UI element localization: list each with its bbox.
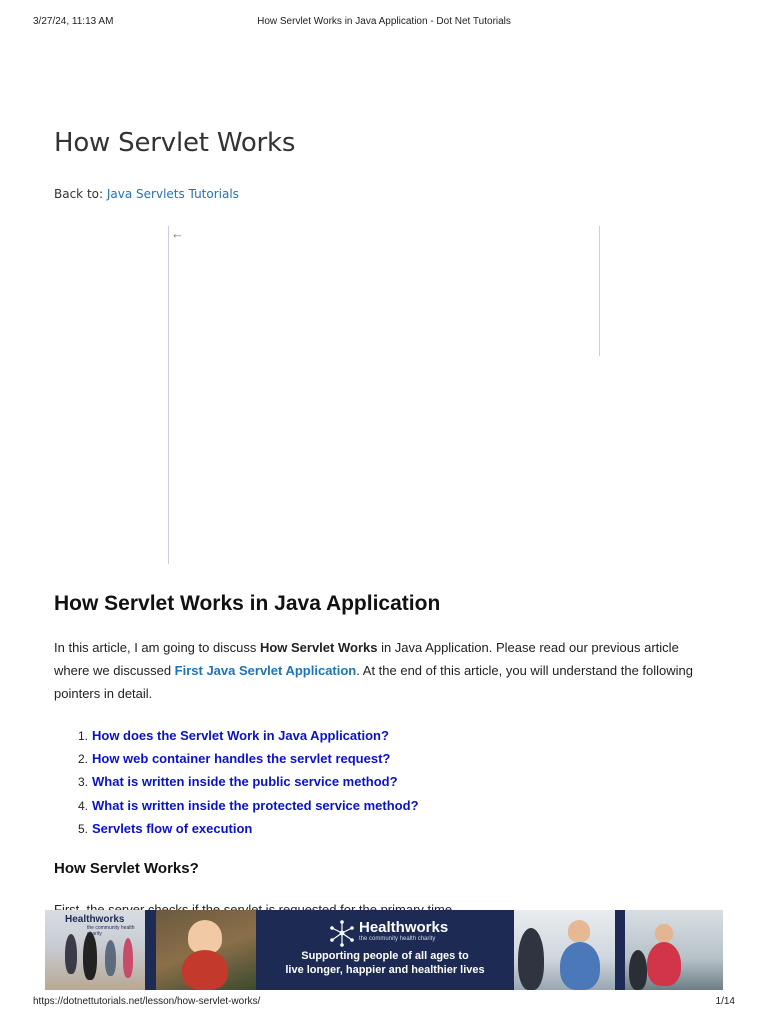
section-heading: How Servlet Works?	[54, 860, 199, 877]
back-prefix: Back to:	[54, 187, 104, 201]
back-link[interactable]: Java Servlets Tutorials	[106, 187, 239, 201]
print-doc-title: How Servlet Works in Java Application - Dot Net Tutorials	[257, 16, 511, 27]
list-number: 1.	[78, 729, 89, 743]
print-footer	[33, 996, 735, 1010]
intro-bold: How Servlet Works	[259, 640, 378, 655]
list-item	[78, 770, 419, 793]
ad-photo-fitness-class	[45, 910, 145, 990]
print-page-number: 1/14	[715, 996, 735, 1007]
ad-tagline: the community health charity	[359, 936, 436, 942]
pointer-link[interactable]: How web container handles the servlet request?	[92, 751, 391, 767]
ad-message-panel	[256, 910, 514, 990]
print-url: https://dotnettutorials.net/lesson/how-servlet-works/	[33, 996, 261, 1007]
ad-brand-name: Healthworks	[359, 919, 449, 936]
print-header	[33, 16, 735, 30]
pointer-link[interactable]: Servlets flow of execution	[92, 820, 253, 836]
ad-headline-line-2: live longer, happier and healthier lives	[285, 964, 485, 976]
previous-article-link[interactable]: First Java Servlet Application	[174, 663, 357, 678]
ad-frame	[168, 226, 600, 566]
banner-ad[interactable]	[45, 910, 723, 990]
intro-text-3: . At the end of this article, you will understand the following pointers in detail.	[54, 663, 694, 701]
pointer-link[interactable]: How does the Servlet Work in Java Application?	[92, 728, 389, 743]
page-title: How Servlet Works	[54, 128, 296, 158]
ad-photo-gym	[625, 910, 723, 990]
ad-mini-sub: the community health charity	[87, 925, 135, 937]
list-item	[78, 747, 419, 770]
list-item	[78, 794, 419, 817]
left-arrow-icon[interactable]: ←	[171, 226, 184, 241]
intro-text-2: in Java Application. Please read our previous article where we discussed	[54, 640, 679, 678]
ad-mini-brand: Healthworks	[65, 914, 125, 925]
pointer-link[interactable]: What is written inside the public service method?	[92, 774, 398, 790]
healthworks-logo-icon	[328, 919, 356, 947]
ad-headline-line-1: Supporting people of all ages to	[301, 950, 469, 962]
list-number: 5.	[78, 821, 89, 836]
list-item	[78, 817, 419, 840]
pointer-link[interactable]: What is written inside the protected service method?	[92, 797, 419, 813]
list-number: 4.	[78, 798, 89, 813]
list-number: 2.	[78, 752, 89, 767]
breadcrumb	[54, 187, 239, 201]
list-item	[78, 724, 419, 747]
intro-paragraph	[54, 636, 716, 705]
ad-frame-left-border	[168, 226, 169, 564]
article-heading: How Servlet Works in Java Application	[54, 592, 441, 615]
pointers-list	[78, 724, 419, 840]
ad-photo-child	[156, 910, 256, 990]
ad-frame-right-border	[599, 226, 600, 356]
ad-photo-health-check	[514, 910, 615, 990]
intro-text-1: In this article, I am going to discuss	[54, 640, 260, 655]
print-datetime: 3/27/24, 11:13 AM	[33, 16, 114, 27]
list-number: 3.	[78, 775, 89, 790]
